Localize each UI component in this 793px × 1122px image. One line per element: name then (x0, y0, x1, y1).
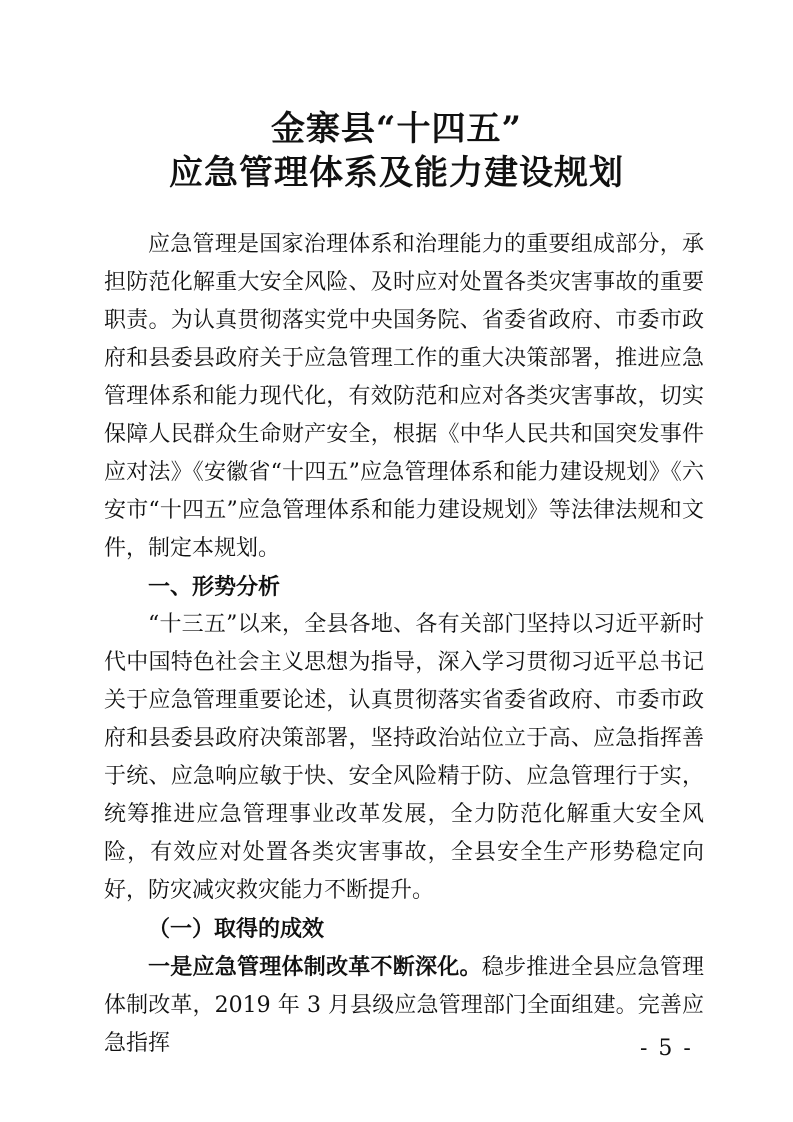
achievements-body-text: 稳步推进全县应急管理体制改革，2019 年 3 月县级应急管理部门全面组建。完善应急指挥 (104, 955, 704, 1056)
situation-analysis-paragraph: “十三五”以来，全县各地、各有关部门坚持以习近平新时代中国特色社会主义思想为指导，深入学习贯彻习近平总书记关于应急管理重要论述，认真贯彻落实省委省政府、市委市政府和县委县政府决策部署，坚持政治站位立于高、应急指挥善于统、应急响应敏于快、安全风险精于防、应急管理行于实，统筹推进应急管理事业改革发展，全力防范化解重大安全风险，有效应对处置各类灾害事故，全县安全生产形势稳定向好，防灾减灾救灾能力不断提升。 (104, 612, 704, 903)
document-title-line-2: 应急管理体系及能力建设规划 (169, 153, 624, 193)
document-title-line-1: 金寨县“十四五” (270, 109, 523, 149)
section-heading-situation-analysis: 一、形势分析 (148, 574, 281, 600)
subsection-heading-achievements: （一）取得的成效 (148, 916, 325, 942)
page-number: - 5 - (640, 1036, 693, 1061)
achievements-lead-sentence: 一是应急管理体制改革不断深化。 (148, 954, 482, 980)
intro-paragraph: 应急管理是国家治理体系和治理能力的重要组成部分，承担防范化解重大安全风险、及时应对处置各类灾害事故的重要职责。为认真贯彻落实党中央国务院、省委省政府、市委市政府和县委县政府关于应急管理工作的重大决策部署，推进应急管理体系和能力现代化，有效防范和应对各类灾害事故，切实保障人民群众生命财产安全，根据《中华人民共和国突发事件应对法》《安徽省“十四五”应急管理体系和能力建设规划》《六安市“十四五”应急管理体系和能力建设规划》等法律法规和文件，制定本规划。 (104, 232, 704, 561)
achievements-paragraph (104, 948, 704, 1063)
